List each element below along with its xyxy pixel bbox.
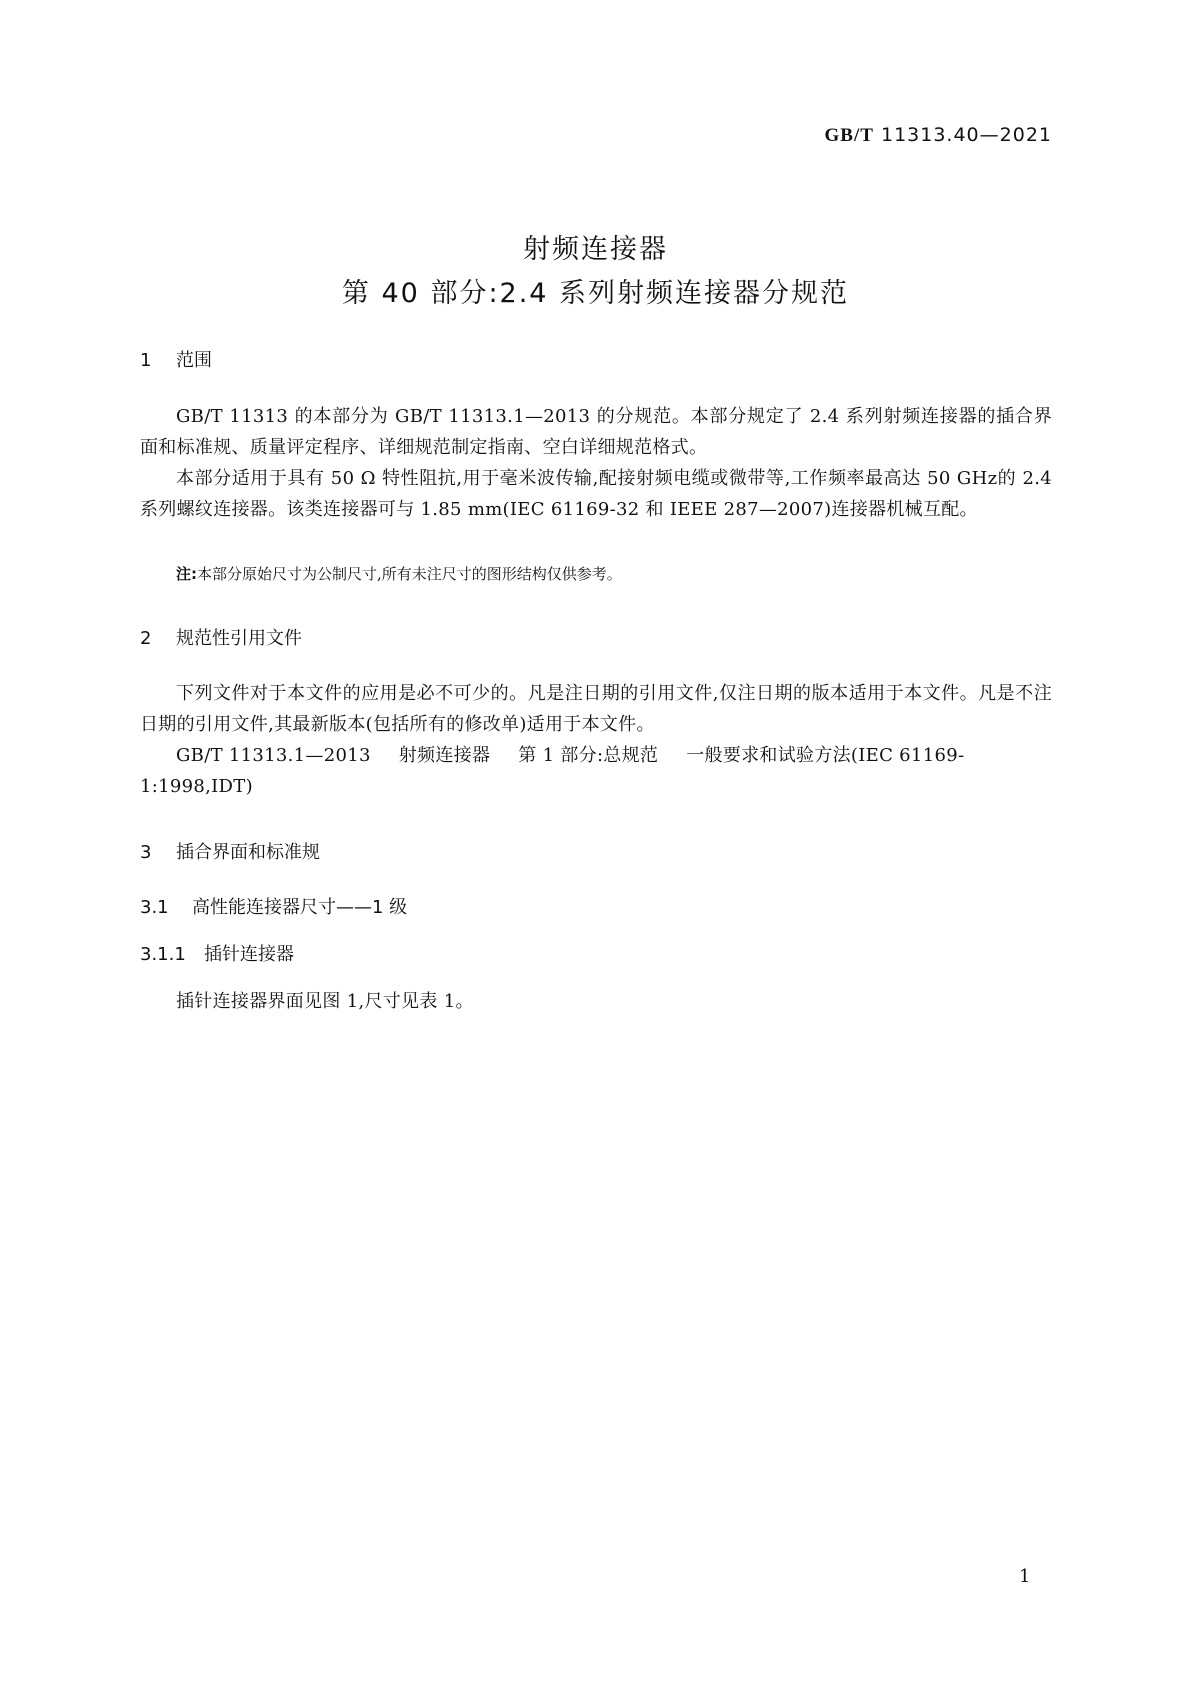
page-number: 1 xyxy=(1019,1566,1031,1587)
section-number: 3 xyxy=(140,842,152,863)
standard-code: 11313.40—2021 xyxy=(880,124,1052,146)
reference-title: 射频连接器 xyxy=(398,745,491,766)
section-title: 插合界面和标准规 xyxy=(176,842,320,863)
section-title: 范围 xyxy=(176,350,212,371)
section-2-paragraph-1: 下列文件对于本文件的应用是必不可少的。凡是注日期的引用文件,仅注日期的版本适用于本文件。凡是不注日期的引用文件,其最新版本(包括所有的修改单)适用于本文件。 xyxy=(140,683,1052,735)
note-text: 本部分原始尺寸为公制尺寸,所有未注尺寸的图形结构仅供参考。 xyxy=(197,565,622,583)
section-3-1-1-paragraph: 插针连接器界面见图 1,尺寸见表 1。 xyxy=(176,991,474,1012)
section-1-paragraph-2: 本部分适用于具有 50 Ω 特性阻抗,用于毫米波传输,配接射频电缆或微带等,工作频率最高达 50 GHz的 2.4 系列螺纹连接器。该类连接器可与 1.85 mm(IEC 61169-32 和 IEEE 287—2007)连接器机械互配。 xyxy=(140,468,1052,520)
section-number: 3.1.1 xyxy=(140,944,186,965)
note-label: 注: xyxy=(176,565,197,583)
section-1-note xyxy=(176,563,622,584)
section-3-heading xyxy=(140,838,320,864)
reference-code: GB/T 11313.1—2013 xyxy=(176,745,371,766)
section-1-paragraph-1: GB/T 11313 的本部分为 GB/T 11313.1—2013 的分规范。本部分规定了 2.4 系列射频连接器的插合界面和标准规、质量评定程序、详细规范制定指南、空白详细规范格式。 xyxy=(140,406,1052,458)
section-3-1-heading xyxy=(140,893,407,919)
section-title: 插针连接器 xyxy=(204,944,294,965)
standard-prefix: GB/T xyxy=(824,125,874,146)
section-3-1-1-heading xyxy=(140,940,294,966)
reference-part: 第 1 部分:总规范 xyxy=(518,745,659,766)
document-title-line2: 第 40 部分:2.4 系列射频连接器分规范 xyxy=(341,278,850,309)
section-1-heading xyxy=(140,346,212,372)
section-number: 2 xyxy=(140,628,152,649)
document-title-line1: 射频连接器 xyxy=(523,234,668,265)
normative-reference xyxy=(140,740,1052,802)
section-number: 3.1 xyxy=(140,897,169,918)
section-title: 规范性引用文件 xyxy=(176,628,302,649)
section-title: 高性能连接器尺寸——1 级 xyxy=(192,897,408,918)
section-number: 1 xyxy=(140,350,152,371)
section-2-heading xyxy=(140,624,302,650)
reference-rest: 一般要求和试验方法(IEC 61169-1:1998,IDT) xyxy=(140,745,965,797)
standard-number xyxy=(825,124,1052,147)
